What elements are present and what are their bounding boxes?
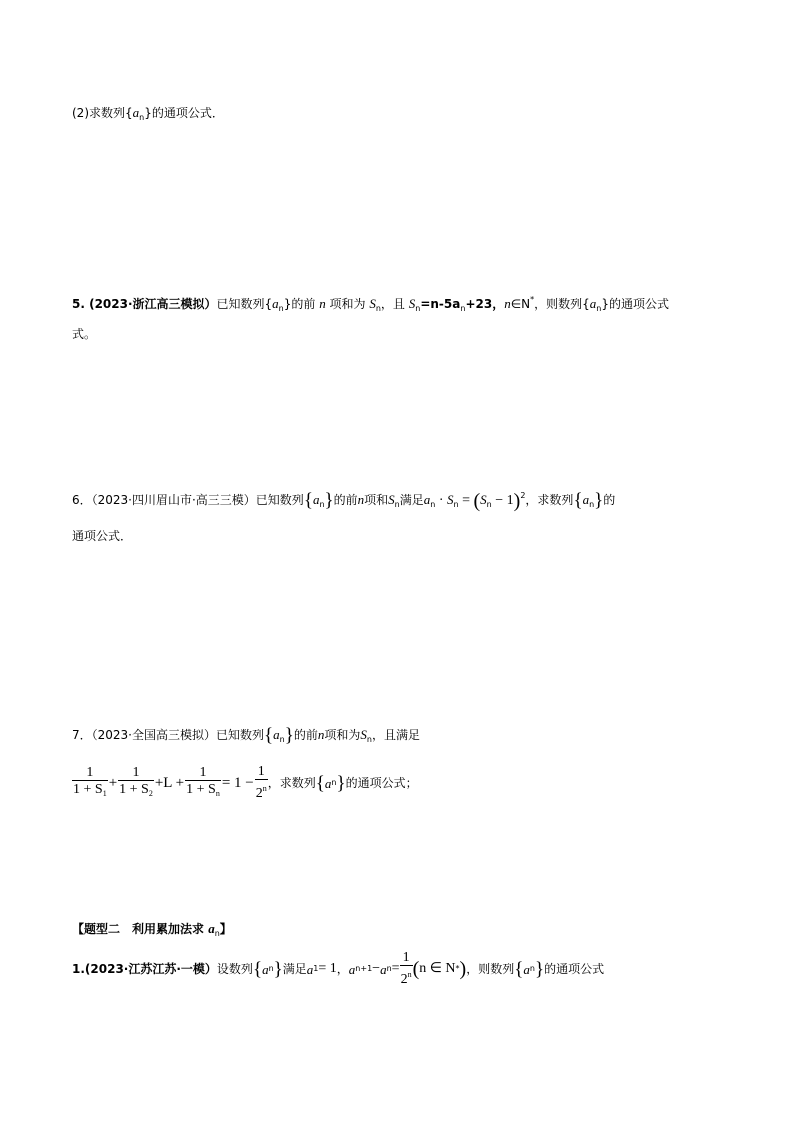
math-var: a	[380, 961, 387, 977]
math-var: a	[348, 961, 356, 977]
text: 1 + S	[119, 781, 149, 797]
math-sup: n	[262, 784, 267, 793]
math-var: a	[273, 727, 280, 742]
text: 项和为	[324, 728, 361, 742]
math-op: = 1 −	[221, 774, 254, 791]
math-expr: +23，	[465, 297, 505, 311]
math-sub: n	[214, 929, 220, 938]
math-brace: {	[252, 958, 263, 980]
math-sub: n	[319, 500, 325, 509]
math-brace: }	[324, 490, 334, 511]
text: 的前	[333, 493, 358, 507]
text: 2	[255, 786, 263, 801]
section-2-question-1	[72, 950, 604, 988]
text: (2)求数列{	[72, 106, 133, 120]
math-op: −	[372, 961, 381, 976]
math-brace: {	[264, 725, 274, 746]
math-var: a	[272, 296, 279, 311]
fraction	[255, 764, 268, 802]
math-var: n	[319, 296, 326, 311]
question-7-equation	[72, 764, 418, 802]
question-number: 6．（2023·四川眉山市·高三三模）已知数列	[72, 493, 304, 507]
math-paren: )	[513, 490, 521, 512]
math-var: a	[132, 105, 140, 120]
math-op: +L +	[154, 774, 185, 791]
math-expr: =n-5a	[420, 297, 461, 311]
math-var: a	[312, 492, 320, 507]
math-sub: n+1	[355, 964, 373, 973]
numerator: 1	[402, 950, 410, 965]
math-var: S	[447, 492, 454, 507]
math-var: a	[582, 492, 590, 507]
question-5-line2	[72, 328, 96, 340]
math-brace: }	[594, 490, 604, 511]
question-7	[72, 726, 420, 745]
math-op: =	[458, 493, 474, 508]
math-var: S	[480, 492, 487, 507]
text: }的通项公式．	[144, 106, 224, 120]
math-op: =	[391, 961, 400, 976]
text: ，求数列	[525, 493, 574, 507]
denominator	[185, 781, 221, 802]
math-brace: }	[534, 958, 545, 980]
math-brace: {	[315, 772, 325, 794]
math-sup: *	[455, 964, 460, 973]
math-var: a	[306, 961, 314, 977]
denominator	[400, 966, 413, 988]
math-op: ·	[435, 493, 448, 508]
math-var: S	[388, 492, 395, 507]
math-var: a	[589, 296, 597, 311]
fraction	[118, 765, 154, 802]
math-brace: {	[573, 490, 583, 511]
math-sup: *	[530, 295, 535, 304]
math-paren: )	[459, 958, 467, 980]
math-var: a	[208, 921, 215, 936]
math-sub: n	[460, 304, 466, 313]
math-brace: }	[284, 725, 294, 746]
math-sub: n	[278, 304, 284, 313]
text: 的前	[293, 728, 318, 742]
text: ，且	[380, 297, 409, 311]
text: 满足	[282, 962, 307, 976]
question-5	[72, 296, 669, 313]
math-sub: n	[596, 304, 602, 313]
denominator	[255, 780, 268, 802]
fraction	[72, 765, 108, 802]
numerator: 1	[86, 764, 94, 780]
text: 式。	[72, 327, 97, 341]
math-sup: n	[407, 970, 412, 979]
math-sub: n	[375, 304, 381, 313]
math-brace: {	[303, 490, 313, 511]
q4-part2	[72, 106, 224, 122]
numerator: 1	[199, 764, 207, 780]
math-sub: n	[529, 964, 535, 973]
math-sub: n	[331, 778, 337, 787]
text: 满足	[399, 493, 424, 507]
math-var: n	[317, 727, 325, 742]
text: 的通项公式；	[345, 776, 418, 790]
math-sub: n	[589, 500, 595, 509]
math-sub: n	[366, 735, 372, 744]
math-sub: 2	[148, 788, 153, 798]
math-sub: 1	[313, 964, 319, 973]
math-var: a	[262, 961, 269, 977]
text: 2	[400, 972, 408, 987]
math-expr: n ∈ N	[419, 961, 456, 976]
math-sub: n	[415, 304, 421, 313]
fraction	[400, 950, 413, 988]
math-paren: (	[473, 490, 481, 512]
math-var: a	[324, 775, 332, 791]
text: 设数列	[216, 962, 253, 976]
denominator	[72, 781, 108, 802]
math-expr: − 1	[491, 493, 514, 508]
text: ，且满足	[371, 728, 420, 742]
text: 项和为	[325, 297, 370, 311]
math-sub: n	[394, 500, 400, 509]
math-sub: n	[139, 113, 145, 122]
text: ，求数列	[267, 776, 316, 790]
math-paren: (	[412, 958, 420, 980]
math-brace: {	[514, 958, 524, 980]
math-expr: = 1	[318, 961, 337, 976]
text: }的通项公式	[601, 297, 669, 311]
math-sub: n	[486, 500, 492, 509]
math-var: S	[408, 296, 416, 311]
text: 的	[603, 493, 616, 507]
text: 通项公式．	[72, 529, 133, 543]
math-brace: }	[336, 772, 346, 794]
text: 已知数列{	[216, 297, 273, 311]
section-2-title	[72, 922, 232, 938]
math-expr: ∈N	[510, 297, 531, 311]
math-sub: n	[279, 735, 285, 744]
fraction	[185, 765, 221, 802]
text: ，则数列	[466, 962, 515, 976]
text: 1 + S	[73, 781, 103, 797]
math-sub: n	[215, 788, 220, 798]
math-var: a	[423, 492, 431, 507]
math-sub: n	[430, 500, 436, 509]
math-sub: n	[386, 964, 392, 973]
math-op: +	[108, 774, 118, 791]
text: ，则数列{	[534, 297, 590, 311]
question-6-line2	[72, 530, 132, 542]
text: ，	[336, 962, 349, 976]
question-number: 5. (2023·浙江高三模拟）	[72, 297, 217, 311]
math-sup: 2	[520, 491, 526, 500]
math-brace: }	[273, 958, 283, 980]
text: 的通项公式	[544, 962, 605, 976]
section-title: 【题型二 利用累加法求	[72, 922, 209, 936]
text: 项和	[364, 493, 389, 507]
math-sub: n	[453, 500, 459, 509]
math-var: n	[504, 296, 511, 311]
numerator: 1	[132, 764, 140, 780]
question-number: 1.(2023·江苏江苏·一模）	[72, 962, 217, 976]
question-number: 7．（2023·全国高三模拟）已知数列	[72, 728, 264, 742]
math-var: a	[523, 961, 530, 977]
text: 1 + S	[186, 781, 216, 797]
math-sub: n	[268, 964, 274, 973]
numerator: 1	[257, 764, 265, 779]
text: }的前	[283, 297, 320, 311]
math-sub: 1	[102, 788, 107, 798]
math-var: S	[369, 296, 376, 311]
denominator	[118, 781, 154, 802]
math-var: n	[357, 492, 365, 507]
question-6	[72, 491, 615, 511]
math-var: S	[360, 727, 367, 742]
section-title-close: 】	[219, 922, 232, 936]
